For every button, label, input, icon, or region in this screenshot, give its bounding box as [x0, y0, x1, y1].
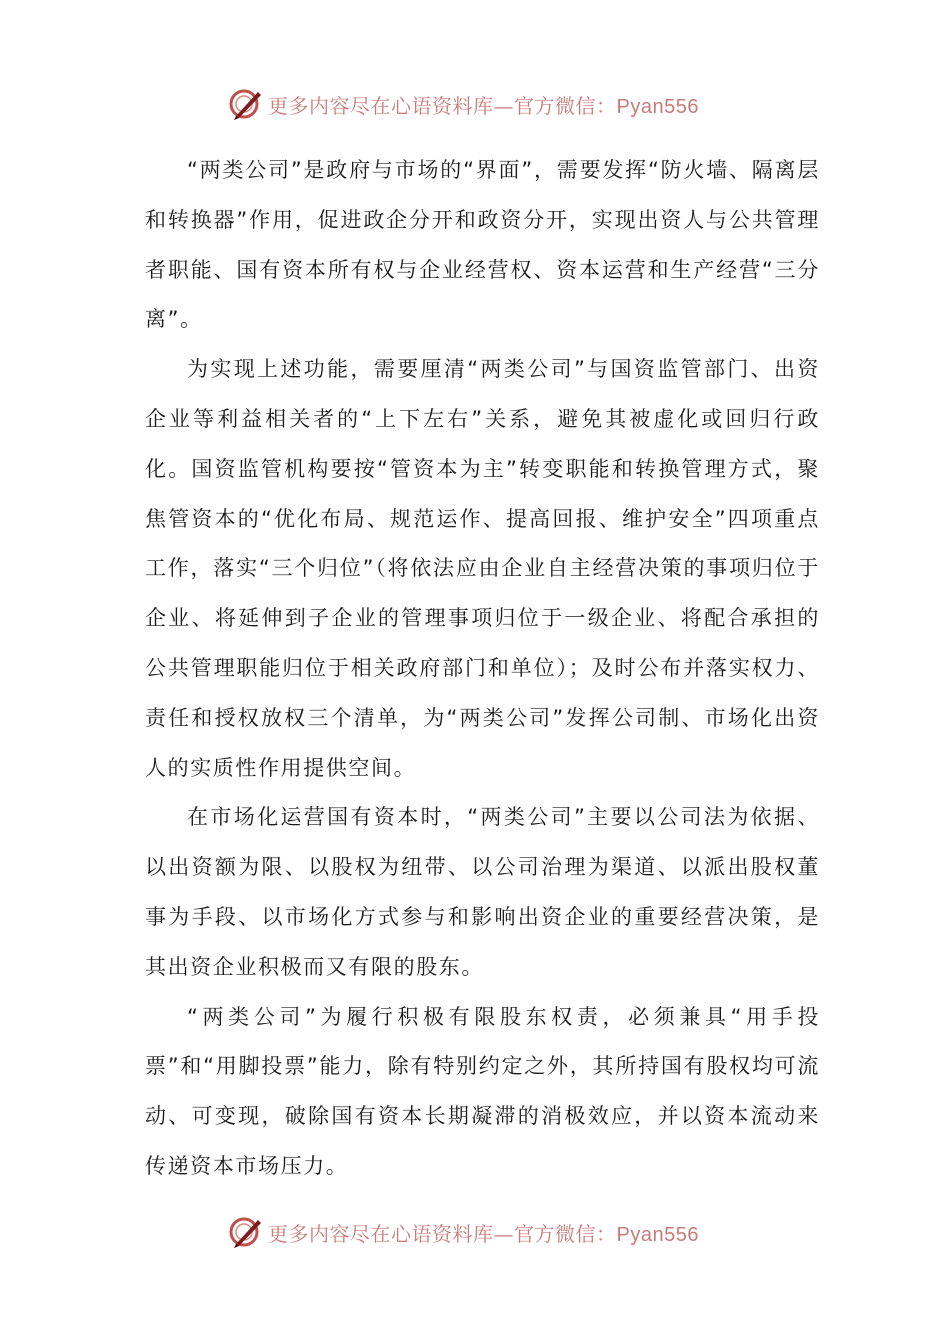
paragraph: “两类公司”是政府与市场的“界面”，需要发挥“防火墙、隔离层和转换器”作用，促进政企分开和政资分开，实现出资人与公共管理者职能、国有资本所有权与企业经营权、资本运营和生产经营“三分离”。: [145, 158, 820, 332]
header-banner-slogan: 更多内容尽在心语资料库—官方微信：: [268, 93, 617, 118]
footer-banner-text: [268, 1218, 699, 1247]
header-banner: [228, 84, 748, 124]
pen-logo-icon: [228, 86, 264, 122]
header-wechat-id: Pyan556: [616, 95, 699, 118]
footer-banner-slogan: 更多内容尽在心语资料库—官方微信：: [268, 1221, 617, 1246]
pen-logo-icon: [228, 1214, 264, 1250]
footer-wechat-id: Pyan556: [616, 1223, 699, 1246]
header-banner-text: [268, 90, 699, 119]
paragraph: 在市场化运营国有资本时，“两类公司”主要以公司法为依据、以出资额为限、以股权为纽带、以公司治理为渠道、以派出股权董事为手段、以市场化方式参与和影响出资企业的重要经营决策，是其出资企业积极而又有限的股东。: [145, 805, 820, 979]
footer-banner: [228, 1212, 748, 1252]
paragraph: 为实现上述功能，需要厘清“两类公司”与国资监管部门、出资企业等利益相关者的“上下左右”关系，避免其被虚化或回归行政化。国资监管机构要按“管资本为主”转变职能和转换管理方式，聚焦管资本的“优化布局、规范运作、提高回报、维护安全”四项重点工作，落实“三个归位”（将依法应由企业自主经营决策的事项归位于企业、将延伸到子企业的管理事项归位于一级企业、将配合承担的公共管理职能归位于相关政府部门和单位）；及时公布并落实权力、责任和授权放权三个清单，为“两类公司”发挥公司制、市场化出资人的实质性作用提供空间。: [145, 357, 820, 780]
paragraph: “两类公司”为履行积极有限股东权责，必须兼具“用手投票”和“用脚投票”能力，除有特别约定之外，其所持国有股权均可流动、可变现，破除国有资本长期凝滞的消极效应，并以资本流动来传递资本市场压力。: [145, 1004, 820, 1178]
document-body: [145, 146, 820, 1192]
